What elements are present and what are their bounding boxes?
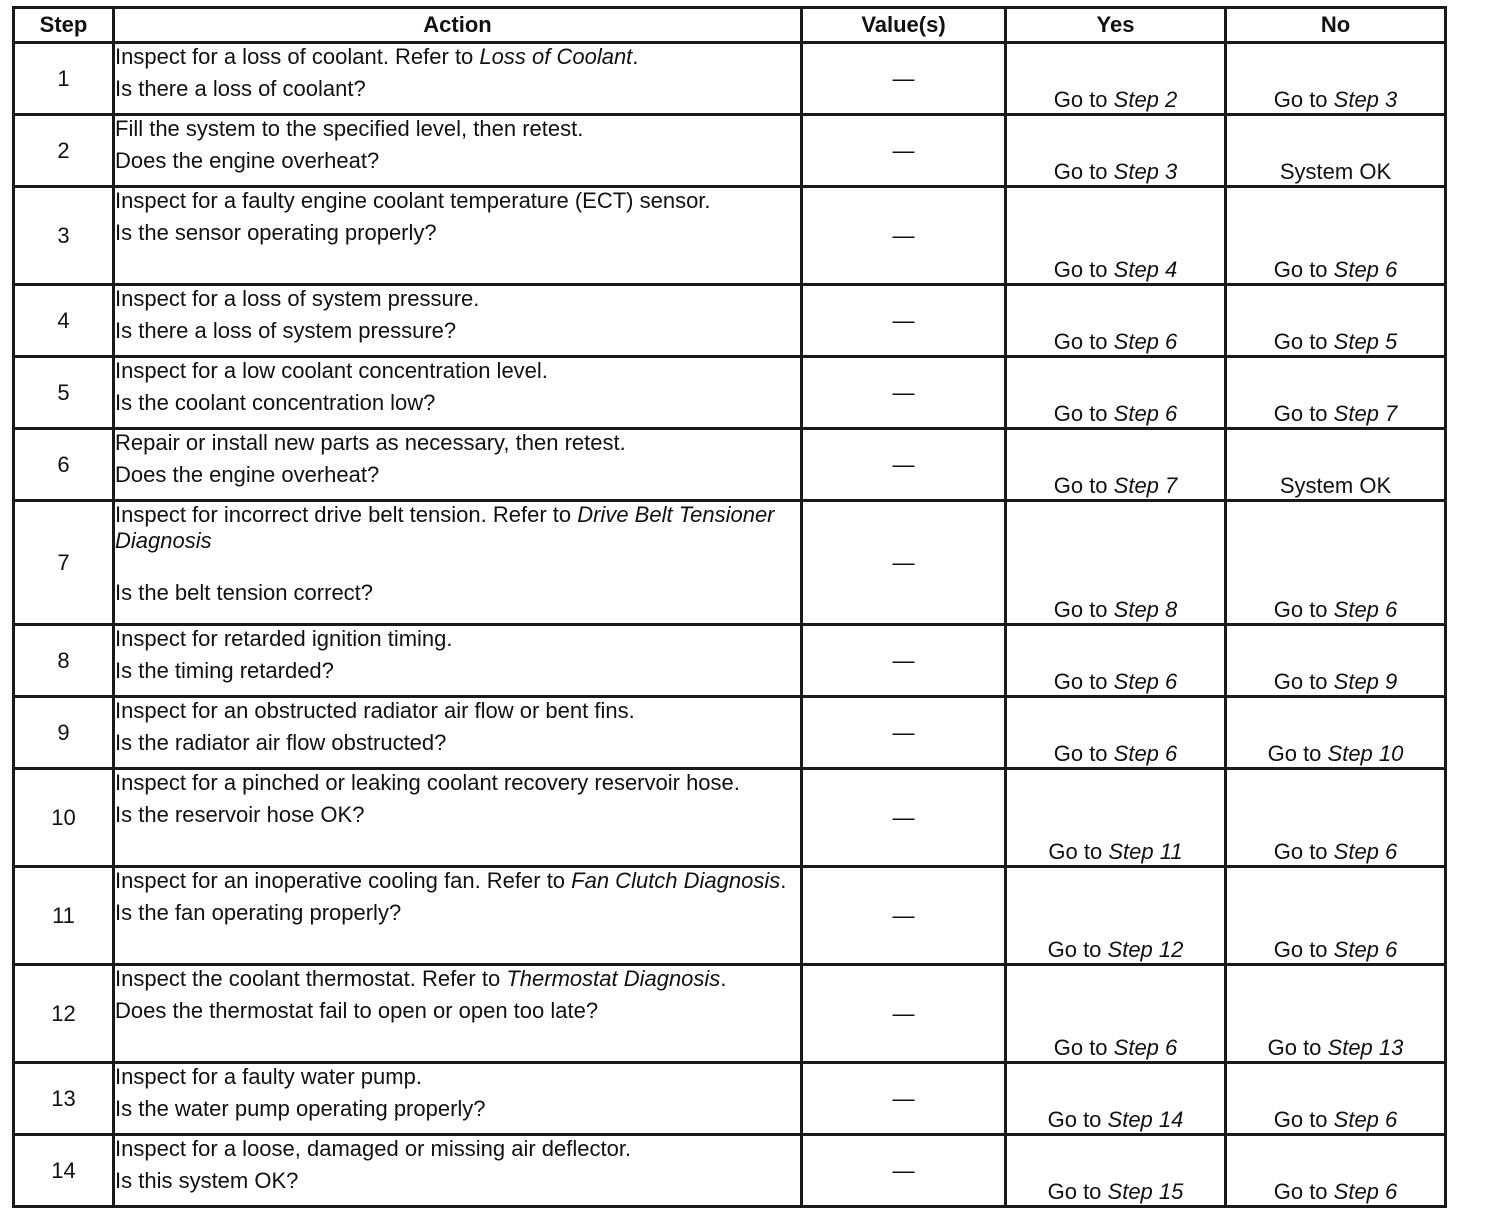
table-row	[14, 285, 1446, 357]
value-dash: —	[892, 1157, 915, 1183]
no-cell	[1226, 965, 1446, 1063]
step-number: 1	[14, 43, 114, 115]
text-run: Go to	[1053, 401, 1114, 426]
text-run: Go to	[1053, 597, 1114, 622]
step-reference: Step 7	[1333, 401, 1398, 426]
step-reference: Loss of Coolant	[479, 44, 633, 69]
text-run: Go to	[1273, 257, 1334, 282]
action-cell	[114, 285, 802, 357]
table-row	[14, 187, 1446, 285]
value-cell	[802, 115, 1006, 187]
text-run: Inspect for a loss of system pressure.	[115, 286, 480, 311]
action-question: Does the engine overheat?	[115, 462, 380, 487]
step-reference: Fan Clutch Diagnosis	[571, 868, 781, 893]
step-reference: Step 11	[1108, 839, 1183, 864]
text-run: Repair or install new parts as necessary, then retest.	[115, 430, 626, 455]
action-question: Is this system OK?	[115, 1168, 299, 1193]
step-number: 8	[14, 625, 114, 697]
header-row	[14, 8, 1446, 43]
text-run: .	[632, 44, 639, 69]
action-instruction	[115, 116, 800, 142]
header-no: No	[1226, 8, 1446, 43]
text-run: Inspect for a loose, damaged or missing air deflector.	[115, 1136, 632, 1161]
value-cell	[802, 1063, 1006, 1135]
no-cell	[1226, 285, 1446, 357]
yes-cell	[1006, 115, 1226, 187]
value-cell	[802, 43, 1006, 115]
step-reference: Step 6	[1113, 329, 1178, 354]
text-run: Go to	[1047, 937, 1108, 962]
action-instruction	[115, 626, 800, 652]
value-cell	[802, 697, 1006, 769]
no-cell	[1226, 769, 1446, 867]
action-question: Is there a loss of system pressure?	[115, 318, 457, 343]
value-cell	[802, 501, 1006, 625]
step-reference: Step 6	[1333, 839, 1398, 864]
step-reference: Step 6	[1113, 401, 1178, 426]
action-question: Is the water pump operating properly?	[115, 1096, 486, 1121]
text-run: Go to	[1273, 597, 1334, 622]
header-yes: Yes	[1006, 8, 1226, 43]
table-row	[14, 1063, 1446, 1135]
text-run: Go to	[1273, 937, 1334, 962]
value-dash: —	[892, 379, 915, 405]
text-run: Go to	[1053, 741, 1114, 766]
value-cell	[802, 285, 1006, 357]
value-dash: —	[892, 549, 915, 575]
text-run: Inspect for retarded ignition timing.	[115, 626, 453, 651]
action-instruction	[115, 286, 800, 312]
text-run: Inspect for incorrect drive belt tension. Refer to	[115, 502, 578, 527]
action-instruction	[115, 698, 800, 724]
text-run: Inspect for an obstructed radiator air flow or bent fins.	[115, 698, 635, 723]
no-cell	[1226, 429, 1446, 501]
text-run: Go to	[1053, 257, 1114, 282]
text-run: System OK	[1279, 473, 1392, 498]
text-run: Go to	[1053, 87, 1114, 112]
step-reference: Step 6	[1113, 669, 1178, 694]
no-cell	[1226, 867, 1446, 965]
action-cell	[114, 867, 802, 965]
step-reference: Step 6	[1333, 257, 1398, 282]
action-instruction	[115, 966, 800, 992]
step-reference: Step 6	[1333, 937, 1398, 962]
value-cell	[802, 965, 1006, 1063]
step-number: 2	[14, 115, 114, 187]
text-run: Fill the system to the specified level, then retest.	[115, 116, 584, 141]
step-number: 4	[14, 285, 114, 357]
no-cell	[1226, 625, 1446, 697]
step-number: 12	[14, 965, 114, 1063]
no-cell	[1226, 1135, 1446, 1207]
action-cell	[114, 501, 802, 625]
value-cell	[802, 357, 1006, 429]
diagnostic-table	[12, 6, 1447, 1208]
action-question: Is the reservoir hose OK?	[115, 802, 365, 827]
value-cell	[802, 187, 1006, 285]
text-run: Inspect for a loss of coolant. Refer to	[115, 44, 480, 69]
value-cell	[802, 867, 1006, 965]
text-run: Inspect the coolant thermostat. Refer to	[115, 966, 507, 991]
text-run: Go to	[1053, 473, 1114, 498]
action-cell	[114, 1135, 802, 1207]
step-number: 6	[14, 429, 114, 501]
table-row	[14, 965, 1446, 1063]
yes-cell	[1006, 357, 1226, 429]
text-run: .	[780, 868, 787, 893]
action-instruction	[115, 868, 800, 894]
action-cell	[114, 43, 802, 115]
text-run: Go to	[1273, 669, 1334, 694]
yes-cell	[1006, 285, 1226, 357]
step-reference: Step 12	[1107, 937, 1184, 962]
step-reference: Step 6	[1333, 1107, 1398, 1132]
action-instruction	[115, 502, 800, 574]
action-instruction	[115, 358, 800, 384]
step-reference: Step 9	[1333, 669, 1398, 694]
yes-cell	[1006, 43, 1226, 115]
action-question: Is the belt tension correct?	[115, 580, 374, 605]
no-cell	[1226, 501, 1446, 625]
step-number: 3	[14, 187, 114, 285]
value-dash: —	[892, 222, 915, 248]
text-run: Go to	[1053, 669, 1114, 694]
action-question: Is the radiator air flow obstructed?	[115, 730, 447, 755]
header-values: Value(s)	[802, 8, 1006, 43]
yes-cell	[1006, 1135, 1226, 1207]
value-dash: —	[892, 719, 915, 745]
action-question: Is the timing retarded?	[115, 658, 334, 683]
step-reference: Step 8	[1113, 597, 1178, 622]
header-step: Step	[14, 8, 114, 43]
step-reference: Step 6	[1333, 597, 1398, 622]
text-run: Inspect for an inoperative cooling fan. Refer to	[115, 868, 572, 893]
text-run: Go to	[1053, 159, 1114, 184]
action-question: Does the engine overheat?	[115, 148, 380, 173]
value-dash: —	[892, 307, 915, 333]
no-cell	[1226, 1063, 1446, 1135]
value-cell	[802, 1135, 1006, 1207]
action-instruction	[115, 188, 800, 214]
no-cell	[1226, 697, 1446, 769]
text-run: Inspect for a pinched or leaking coolant recovery reservoir hose.	[115, 770, 740, 795]
yes-cell	[1006, 965, 1226, 1063]
step-number: 10	[14, 769, 114, 867]
step-reference: Step 15	[1107, 1179, 1184, 1204]
table-body	[14, 43, 1446, 1207]
action-question: Is there a loss of coolant?	[115, 76, 366, 101]
table-row	[14, 867, 1446, 965]
step-reference: Step 13	[1327, 1035, 1404, 1060]
action-question: Is the sensor operating properly?	[115, 220, 437, 245]
action-instruction	[115, 770, 800, 796]
table-row	[14, 501, 1446, 625]
table-row	[14, 115, 1446, 187]
text-run: Inspect for a faulty water pump.	[115, 1064, 422, 1089]
step-number: 11	[14, 867, 114, 965]
step-reference: Step 6	[1113, 741, 1178, 766]
text-run: Go to	[1273, 1107, 1334, 1132]
step-reference: Step 6	[1333, 1179, 1398, 1204]
action-instruction	[115, 44, 800, 70]
text-run: Go to	[1053, 1035, 1114, 1060]
text-run: Go to	[1273, 329, 1334, 354]
table-row	[14, 625, 1446, 697]
value-cell	[802, 625, 1006, 697]
action-cell	[114, 965, 802, 1063]
header-action: Action	[114, 8, 802, 43]
action-cell	[114, 115, 802, 187]
value-cell	[802, 769, 1006, 867]
table-row	[14, 769, 1446, 867]
value-dash: —	[892, 804, 915, 830]
yes-cell	[1006, 697, 1226, 769]
table-row	[14, 1135, 1446, 1207]
table-row	[14, 429, 1446, 501]
value-dash: —	[892, 137, 915, 163]
yes-cell	[1006, 625, 1226, 697]
yes-cell	[1006, 501, 1226, 625]
yes-cell	[1006, 429, 1226, 501]
table-row	[14, 357, 1446, 429]
action-cell	[114, 187, 802, 285]
step-reference: Step 5	[1333, 329, 1398, 354]
text-run: Go to	[1273, 1179, 1334, 1204]
no-cell	[1226, 357, 1446, 429]
action-cell	[114, 429, 802, 501]
action-instruction	[115, 1136, 800, 1162]
action-instruction	[115, 1064, 800, 1090]
yes-cell	[1006, 187, 1226, 285]
text-run: Inspect for a low coolant concentration level.	[115, 358, 548, 383]
step-number: 5	[14, 357, 114, 429]
step-reference: Step 4	[1113, 257, 1178, 282]
text-run: Go to	[1267, 741, 1328, 766]
value-dash: —	[892, 902, 915, 928]
no-cell	[1226, 43, 1446, 115]
step-reference: Drive Belt Tensioner Diagnosis	[115, 502, 775, 553]
text-run: Go to	[1273, 87, 1334, 112]
step-number: 13	[14, 1063, 114, 1135]
text-run: Go to	[1273, 839, 1334, 864]
step-reference: Step 14	[1107, 1107, 1184, 1132]
no-cell	[1226, 187, 1446, 285]
value-dash: —	[892, 451, 915, 477]
yes-cell	[1006, 769, 1226, 867]
value-dash: —	[892, 1085, 915, 1111]
value-dash: —	[892, 647, 915, 673]
step-reference: Step 6	[1113, 1035, 1178, 1060]
value-cell	[802, 429, 1006, 501]
step-reference: Step 7	[1113, 473, 1178, 498]
value-dash: —	[892, 1000, 915, 1026]
action-cell	[114, 357, 802, 429]
action-question: Is the coolant concentration low?	[115, 390, 436, 415]
table-row	[14, 697, 1446, 769]
action-cell	[114, 697, 802, 769]
yes-cell	[1006, 1063, 1226, 1135]
action-instruction	[115, 430, 800, 456]
step-reference: Step 10	[1327, 741, 1404, 766]
text-run: Go to	[1053, 329, 1114, 354]
text-run: System OK	[1279, 159, 1392, 184]
text-run: Go to	[1047, 1179, 1108, 1204]
text-run: Go to	[1273, 401, 1334, 426]
text-run: Go to	[1048, 839, 1109, 864]
step-number: 14	[14, 1135, 114, 1207]
text-run: Inspect for a faulty engine coolant temperature (ECT) sensor.	[115, 188, 711, 213]
step-number: 7	[14, 501, 114, 625]
step-reference: Step 3	[1333, 87, 1398, 112]
yes-cell	[1006, 867, 1226, 965]
action-question: Is the fan operating properly?	[115, 900, 402, 925]
value-dash: —	[892, 65, 915, 91]
step-reference: Step 2	[1113, 87, 1178, 112]
step-reference: Step 3	[1113, 159, 1178, 184]
no-cell	[1226, 115, 1446, 187]
action-question: Does the thermostat fail to open or open too late?	[115, 998, 599, 1023]
text-run: Go to	[1047, 1107, 1108, 1132]
table-row	[14, 43, 1446, 115]
action-cell	[114, 625, 802, 697]
text-run: Go to	[1267, 1035, 1328, 1060]
step-number: 9	[14, 697, 114, 769]
action-cell	[114, 1063, 802, 1135]
action-cell	[114, 769, 802, 867]
step-reference: Thermostat Diagnosis	[506, 966, 721, 991]
text-run: .	[720, 966, 727, 991]
